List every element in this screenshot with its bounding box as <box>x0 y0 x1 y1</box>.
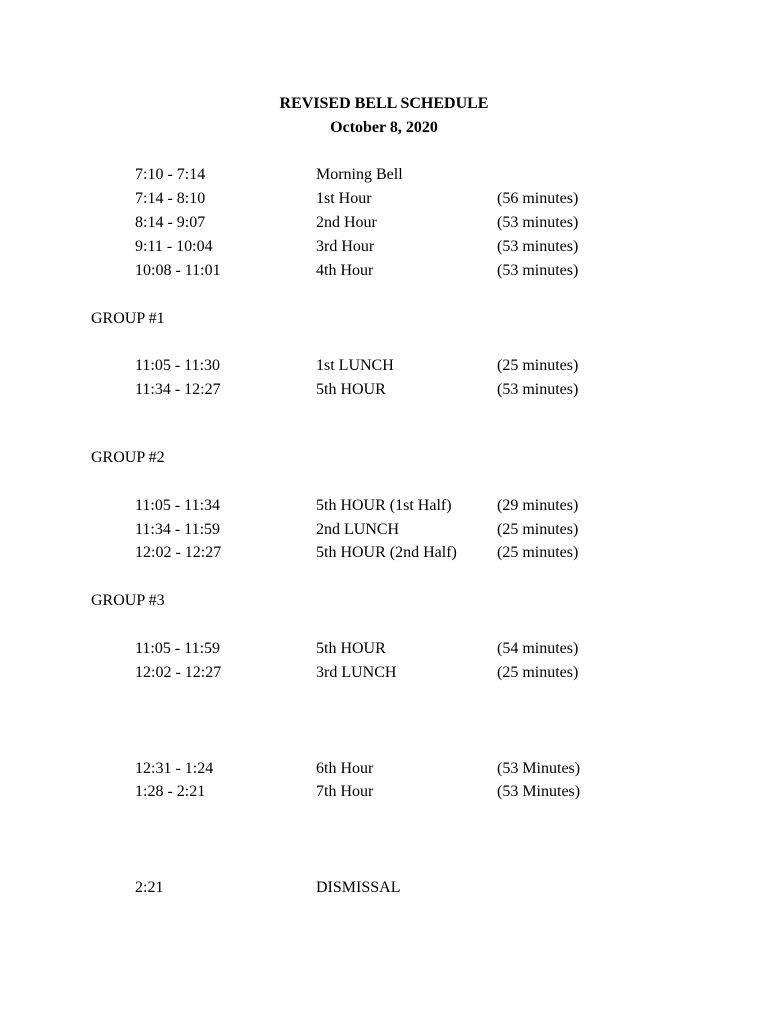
time-range: 11:05 - 11:59 <box>135 640 221 657</box>
time-range: 7:14 - 8:10 <box>135 190 206 207</box>
time-range: 1:28 - 2:21 <box>135 783 206 800</box>
time-range: 8:14 - 9:07 <box>135 214 206 231</box>
time-range: 9:11 - 10:04 <box>135 238 213 255</box>
group-3-heading: GROUP #3 <box>91 592 165 609</box>
time-range: 12:31 - 1:24 <box>135 760 214 777</box>
time-range: 2:21 <box>135 879 164 896</box>
duration: (53 minutes) <box>497 381 579 398</box>
period-name: 2nd LUNCH <box>316 521 400 538</box>
schedule-row <box>0 496 768 516</box>
duration: (25 minutes) <box>497 357 579 374</box>
schedule-row <box>0 759 768 779</box>
time-range: 12:02 - 12:27 <box>135 544 222 561</box>
schedule-row <box>0 189 768 209</box>
period-name: 3rd LUNCH <box>316 664 397 681</box>
period-name: 1st Hour <box>316 190 372 207</box>
duration: (25 minutes) <box>497 521 579 538</box>
time-range: 7:10 - 7:14 <box>135 166 206 183</box>
schedule-row <box>0 663 768 683</box>
document-date: October 8, 2020 <box>330 119 438 136</box>
duration: (53 Minutes) <box>497 783 581 800</box>
dismissal-row <box>0 878 768 898</box>
duration: (53 minutes) <box>497 262 579 279</box>
period-name: 5th HOUR (2nd Half) <box>316 544 457 561</box>
schedule-row <box>0 782 768 802</box>
document-title: REVISED BELL SCHEDULE <box>279 95 489 112</box>
schedule-row <box>0 520 768 540</box>
group-1-heading: GROUP #1 <box>91 310 165 327</box>
schedule-row <box>0 356 768 376</box>
period-name: 6th Hour <box>316 760 374 777</box>
duration: (25 minutes) <box>497 544 579 561</box>
group-2-heading: GROUP #2 <box>91 449 165 466</box>
time-range: 11:05 - 11:30 <box>135 357 221 374</box>
schedule-row <box>0 165 768 185</box>
time-range: 11:34 - 11:59 <box>135 521 221 538</box>
duration: (54 minutes) <box>497 640 579 657</box>
period-name: Morning Bell <box>316 166 403 183</box>
schedule-row <box>0 261 768 281</box>
period-name: 5th HOUR <box>316 381 386 398</box>
time-range: 11:05 - 11:34 <box>135 497 221 514</box>
schedule-row <box>0 237 768 257</box>
period-name: 1st LUNCH <box>316 357 394 374</box>
schedule-row <box>0 213 768 233</box>
period-name: 5th HOUR <box>316 640 386 657</box>
period-name: DISMISSAL <box>316 879 401 896</box>
duration: (53 minutes) <box>497 214 579 231</box>
period-name: 4th Hour <box>316 262 374 279</box>
schedule-row <box>0 639 768 659</box>
time-range: 11:34 - 12:27 <box>135 381 221 398</box>
duration: (56 minutes) <box>497 190 579 207</box>
duration: (53 Minutes) <box>497 760 581 777</box>
duration: (25 minutes) <box>497 664 579 681</box>
period-name: 7th Hour <box>316 783 374 800</box>
duration: (53 minutes) <box>497 238 579 255</box>
period-name: 2nd Hour <box>316 214 377 231</box>
duration: (29 minutes) <box>497 497 579 514</box>
schedule-row <box>0 543 768 563</box>
schedule-row <box>0 380 768 400</box>
time-range: 10:08 - 11:01 <box>135 262 221 279</box>
period-name: 3rd Hour <box>316 238 375 255</box>
period-name: 5th HOUR (1st Half) <box>316 497 452 514</box>
time-range: 12:02 - 12:27 <box>135 664 222 681</box>
